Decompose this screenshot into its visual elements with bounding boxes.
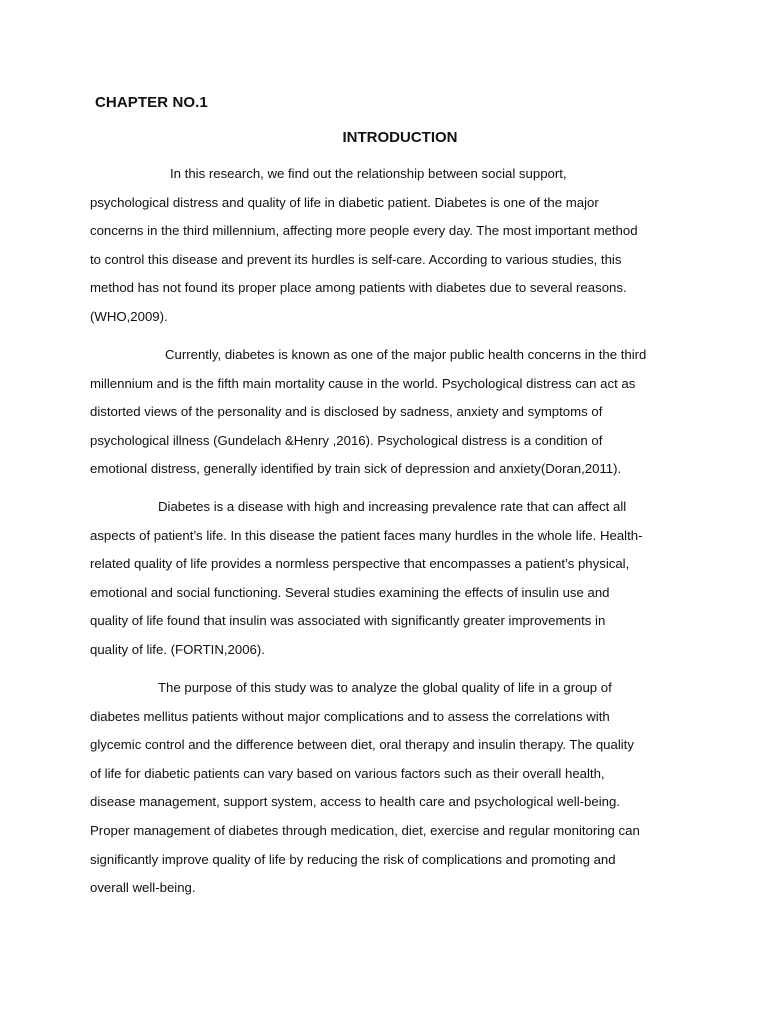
paragraph-3 (90, 493, 680, 665)
paragraph-line: distorted views of the personality and is disclosed by sadness, anxiety and symptoms of (90, 404, 603, 420)
paragraph-line: Currently, diabetes is known as one of the major public health concerns in the third (165, 347, 647, 362)
paragraph-line: psychological distress and quality of life in diabetic patient. Diabetes is one of the major (90, 194, 599, 210)
paragraph-line: (WHO,2009). (90, 308, 168, 324)
paragraph-2 (90, 341, 680, 484)
paragraph-line: of life for diabetic patients can vary based on various factors such as their overall health, (90, 765, 605, 781)
paragraph-line: psychological illness (Gundelach &Henry ,2016). Psychological distress is a condition of (90, 432, 603, 448)
paragraph-line: In this research, we find out the relationship between social support, (170, 166, 567, 181)
paragraph-line: Diabetes is a disease with high and increasing prevalence rate that can affect all (158, 499, 627, 514)
section-heading: INTRODUCTION (342, 129, 458, 146)
chapter-number: CHAPTER NO.1 (95, 94, 208, 111)
paragraph-line: millennium and is the fifth main mortality cause in the world. Psychological distress can act as (90, 375, 636, 391)
paragraph-line: to control this disease and prevent its hurdles is self-care. According to various studies, this (90, 251, 622, 267)
paragraph-line: quality of life found that insulin was associated with significantly greater improvements in (90, 613, 606, 629)
paragraph-line: concerns in the third millennium, affecting more people every day. The most important method (90, 223, 638, 239)
paragraph-line: quality of life. (FORTIN,2006). (90, 641, 265, 657)
paragraph-line: overall well-being. (90, 880, 196, 896)
paragraph-line: Proper management of diabetes through medication, diet, exercise and regular monitoring can (90, 822, 640, 838)
paragraph-line: method has not found its proper place among patients with diabetes due to several reasons. (90, 280, 627, 296)
paragraph-line: aspects of patient’s life. In this disease the patient faces many hurdles in the whole life. Health- (90, 527, 643, 543)
paragraph-4 (90, 674, 680, 903)
paragraph-line: significantly improve quality of life by reducing the risk of complications and promoting and (90, 851, 616, 867)
paragraph-line: disease management, support system, access to health care and psychological well-being. (90, 794, 620, 810)
paragraph-line: glycemic control and the difference between diet, oral therapy and insulin therapy. The quality (90, 737, 634, 753)
paragraph-1 (90, 160, 680, 332)
paragraph-line: The purpose of this study was to analyze the global quality of life in a group of (158, 680, 612, 695)
paragraph-line: emotional distress, generally identified by train sick of depression and anxiety(Doran,2011). (90, 461, 622, 477)
paragraph-line: diabetes mellitus patients without major complications and to assess the correlations with (90, 708, 610, 724)
paragraph-line: related quality of life provides a normless perspective that encompasses a patient’s physical, (90, 556, 630, 572)
paragraph-line: emotional and social functioning. Several studies examining the effects of insulin use and (90, 584, 610, 600)
